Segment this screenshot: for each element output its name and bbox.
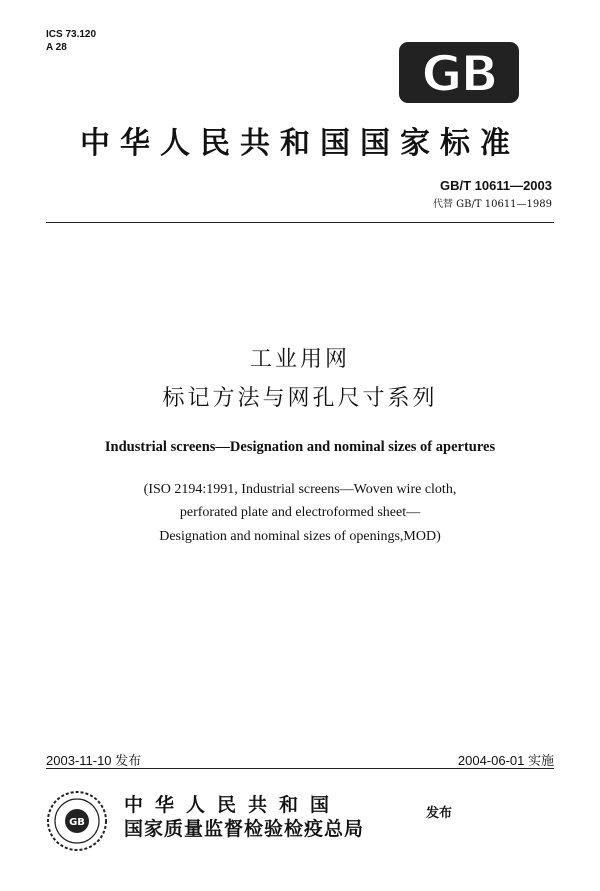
header-divider <box>46 222 554 223</box>
seal-emblem <box>46 790 108 852</box>
title-cn-line1: 工业用网 <box>249 347 350 372</box>
footer-divider <box>46 768 554 769</box>
classification-codes <box>46 28 96 54</box>
iso-reference-line3: Designation and nominal sizes of openings,MOD) <box>159 529 441 544</box>
title-en: Industrial screens—Designation and nominal sizes of apertures <box>104 439 496 455</box>
replaces-note: 代替 GB/T 10611—1989 <box>433 199 552 210</box>
issuer-line1: 中华人民共和国 <box>124 794 342 816</box>
standard-name: 中华人民共和国国家标准 <box>80 126 520 161</box>
title-cn-line2: 标记方法与网孔尺寸系列 <box>162 386 438 411</box>
iso-reference-line2: perforated plate and electroformed sheet— <box>179 505 421 520</box>
ccs-code: A 28 <box>46 42 67 53</box>
iso-reference-line1: (ISO 2194:1991, Industrial screens—Woven wire cloth, <box>143 482 457 497</box>
svg-text:GB: GB <box>69 817 85 828</box>
implement-date: 2004-06-01 实施 <box>457 753 554 768</box>
gb-logo-text: GB <box>421 45 497 103</box>
issue-label: 发布 <box>426 806 453 821</box>
standard-number: GB/T 10611—2003 <box>439 178 552 193</box>
gb-logo <box>398 41 520 104</box>
ics-code: ICS 73.120 <box>46 29 97 40</box>
issue-date: 2003-11-10 发布 <box>46 753 142 768</box>
issuer-line2: 国家质量监督检验检疫总局 <box>124 818 365 840</box>
